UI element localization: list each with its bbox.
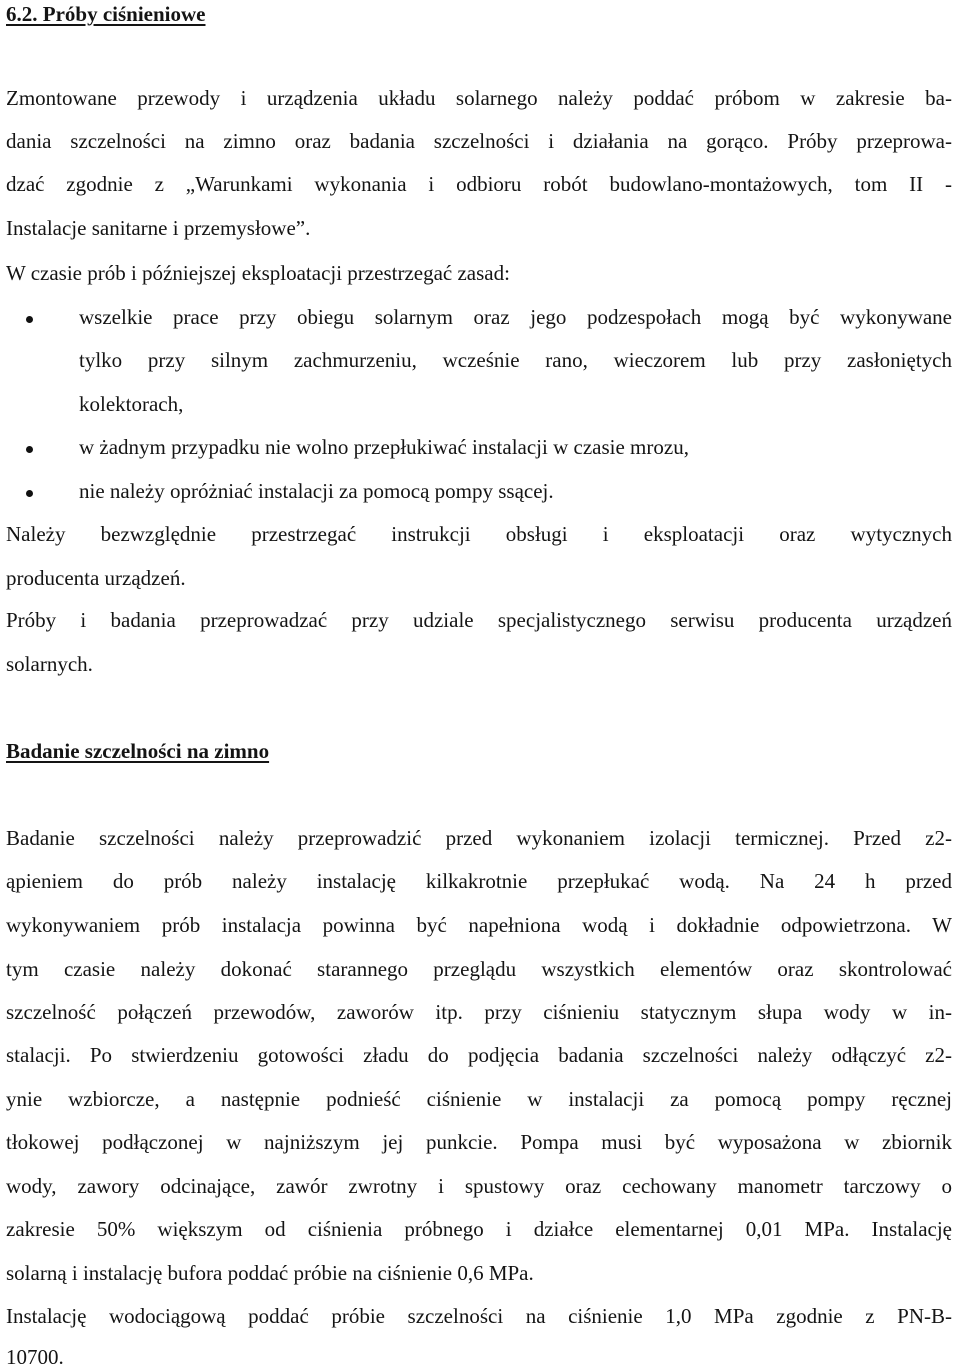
- bullet-dot: [26, 446, 33, 453]
- cold-test-line: zakresie 50% większym od ciśnienia próbnego i działce elementarnej 0,01 MPa. Instalację: [6, 1217, 952, 1241]
- water-test-line: 10700.: [6, 1345, 64, 1369]
- subheading-cold-test: Badanie szczelności na zimno: [6, 739, 270, 763]
- instructions-line: producenta urządzeń.: [6, 566, 186, 590]
- bullet-item-line: w żadnym przypadku nie wolno przepłukiwać instalacji w czasie mrozu,: [79, 435, 689, 459]
- cold-test-line: Badanie szczelności należy przeprowadzić przed wykonaniem izolacji termicznej. Przed z2-: [6, 826, 952, 850]
- bullet-dot: [26, 490, 33, 497]
- cold-test-line: tłokowej podłączonej w najniższym jej punkcie. Pompa musi być wyposażona w zbiornik: [6, 1130, 952, 1154]
- cold-test-line: ąpieniem do prób należy instalację kilkakrotnie przepłukać wodą. Na 24 h przed: [6, 869, 952, 893]
- cold-test-line: solarną i instalację bufora poddać próbie na ciśnienie 0,6 MPa.: [6, 1261, 534, 1285]
- instructions-line: Należy bezwzględnie przestrzegać instrukcji obsługi i eksploatacji oraz wytycznych: [6, 522, 952, 546]
- cold-test-line: szczelność połączeń przewodów, zaworów itp. przy ciśnieniu statycznym słupa wody w in-: [6, 1000, 952, 1024]
- cold-test-line: wykonywaniem prób instalacja powinna być napełniona wodą i dokładnie odpowietrzona. W: [6, 913, 952, 937]
- bullet-item-line: tylko przy silnym zachmurzeniu, wcześnie rano, wieczorem lub przy zasłoniętych: [79, 348, 952, 372]
- section-heading: 6.2. Próby ciśnieniowe: [6, 2, 206, 26]
- bullet-item-line: kolektorach,: [79, 392, 184, 416]
- service-line: solarnych.: [6, 652, 93, 676]
- bullet-item-line: nie należy opróżniać instalacji za pomocą pompy ssącej.: [79, 479, 554, 503]
- intro-line: Zmontowane przewody i urządzenia układu solarnego należy poddać próbom w zakresie ba-: [6, 86, 952, 110]
- intro-line: dzać zgodnie z „Warunkami wykonania i odbioru robót budowlano-montażowych, tom II -: [6, 172, 952, 196]
- rules-intro: W czasie prób i późniejszej eksploatacji przestrzegać zasad:: [6, 261, 510, 285]
- intro-line: dania szczelności na zimno oraz badania szczelności i działania na gorąco. Próby przeprowa-: [6, 129, 952, 153]
- intro-line: Instalacje sanitarne i przemysłowe”.: [6, 216, 311, 240]
- bullet-dot: [26, 316, 33, 323]
- cold-test-line: ynie wzbiorcze, a następnie podnieść ciśnienie w instalacji za pomocą pompy ręcznej: [6, 1087, 952, 1111]
- service-line: Próby i badania przeprowadzać przy udziale specjalistycznego serwisu producenta urządzeń: [6, 608, 952, 632]
- cold-test-line: wody, zawory odcinające, zawór zwrotny i spustowy oraz cechowany manometr tarczowy o: [6, 1174, 952, 1198]
- cold-test-line: tym czasie należy dokonać starannego przeglądu wszystkich elementów oraz skontrolować: [6, 957, 952, 981]
- cold-test-line: stalacji. Po stwierdzeniu gotowości zładu do podjęcia badania szczelności należy odłączyć z2-: [6, 1043, 952, 1067]
- water-test-line: Instalację wodociągową poddać próbie szczelności na ciśnienie 1,0 MPa zgodnie z PN-B-: [6, 1304, 952, 1328]
- bullet-item-line: wszelkie prace przy obiegu solarnym oraz jego podzespołach mogą być wykonywane: [79, 305, 952, 329]
